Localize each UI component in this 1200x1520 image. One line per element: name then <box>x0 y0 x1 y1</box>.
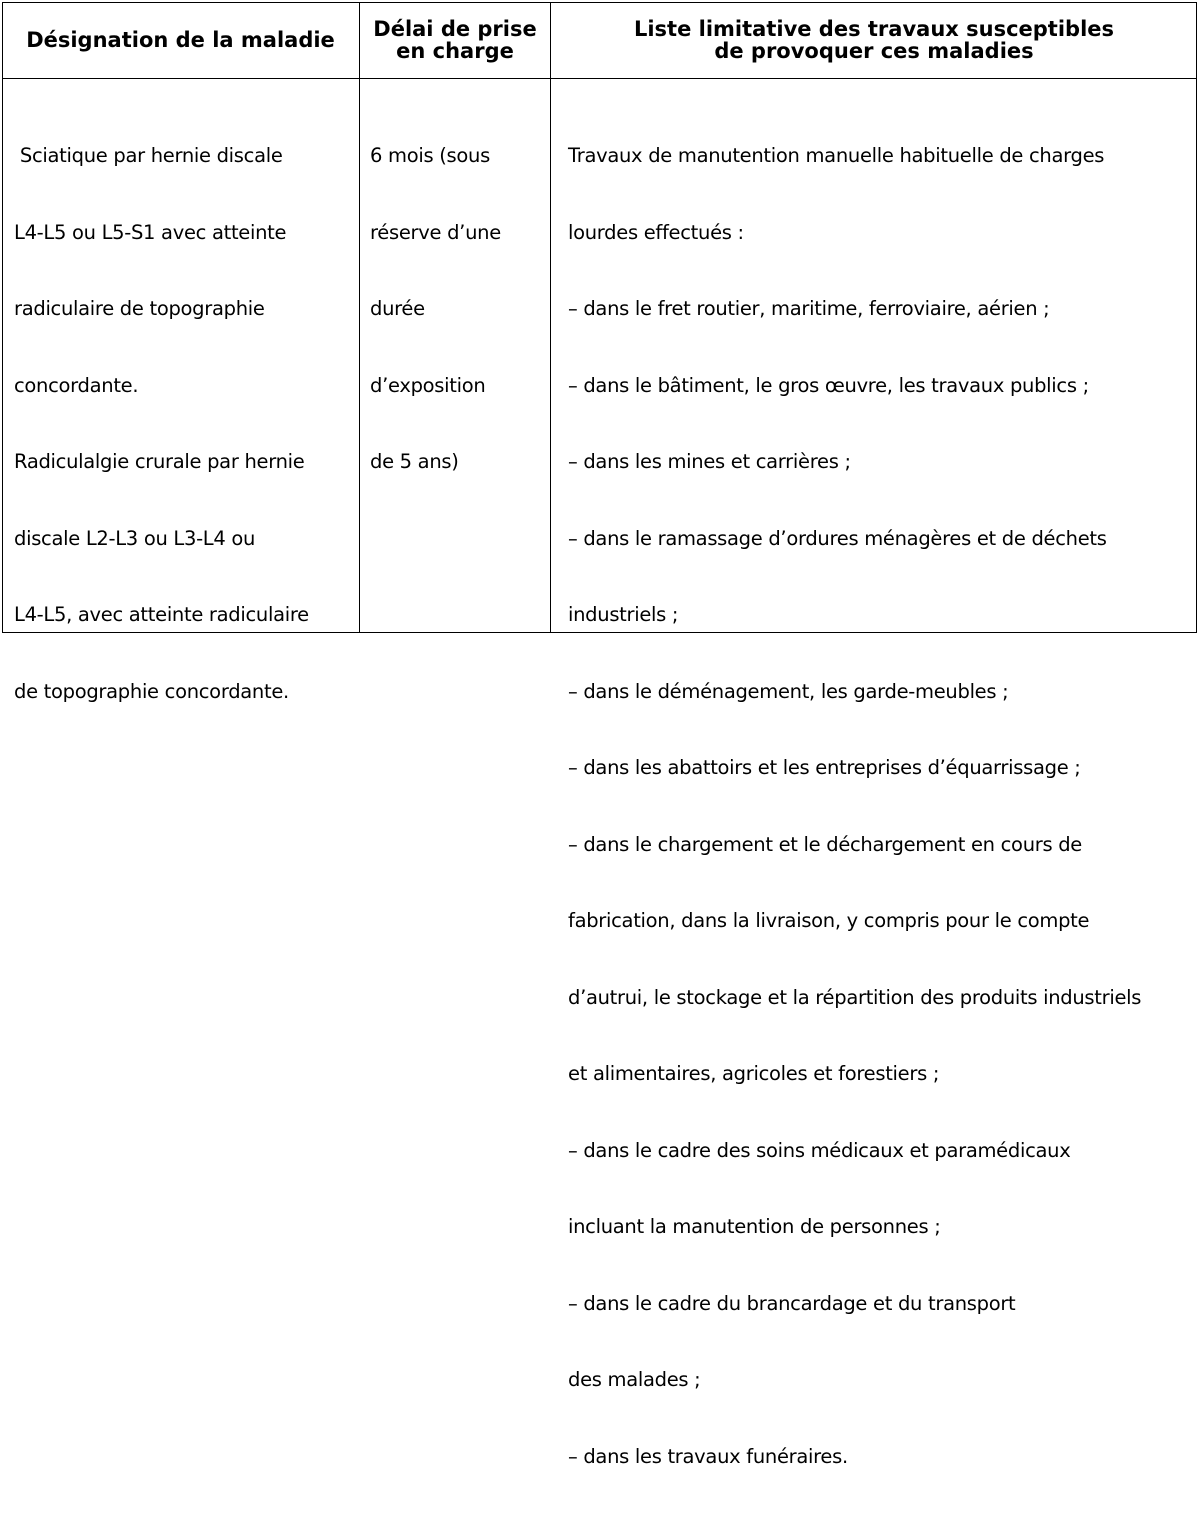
works-line: – dans le ramassage d’ordures ménagères et de déchets <box>568 526 1107 550</box>
works-line: – dans le fret routier, maritime, ferroviaire, aérien ; <box>568 297 1050 320</box>
header-works-line: Liste limitative des travaux susceptibles <box>633 17 1115 41</box>
disease-line: radiculaire de topographie <box>14 297 265 320</box>
delay-line: réserve d’une <box>370 220 501 244</box>
delay-line: 6 mois (sous <box>370 144 490 167</box>
column-divider <box>359 2 360 633</box>
header-delay-line: Délai de prise <box>373 17 537 41</box>
delay-line: d’exposition <box>370 373 486 397</box>
disease-line: discale L2-L3 ou L3-L4 ou <box>14 526 256 550</box>
works-cell <box>568 92 1141 1520</box>
disease-line: Sciatique par hernie discale <box>14 144 283 167</box>
works-line: – dans les travaux funéraires. <box>568 1444 848 1468</box>
delay-line: durée <box>370 297 425 320</box>
works-line: – dans le bâtiment, le gros œuvre, les travaux publics ; <box>568 373 1089 397</box>
disease-cell <box>14 92 309 755</box>
header-delay-line: en charge <box>396 39 514 63</box>
delay-cell <box>370 92 501 526</box>
works-line: incluant la manutention de personnes ; <box>568 1215 941 1238</box>
header-divider <box>2 78 1197 79</box>
works-line: industriels ; <box>568 603 679 626</box>
header-works <box>551 2 1197 78</box>
disease-line: de topographie concordante. <box>14 679 289 703</box>
header-delay <box>360 2 550 78</box>
works-line: des malades ; <box>568 1368 701 1391</box>
disease-line: L4-L5 ou L5-S1 avec atteinte <box>14 220 287 244</box>
works-line: et alimentaires, agricoles et forestiers ; <box>568 1062 940 1085</box>
works-line: fabrication, dans la livraison, y compris pour le compte <box>568 909 1090 932</box>
delay-line: de 5 ans) <box>370 450 459 473</box>
works-line: – dans le chargement et le déchargement en cours de <box>568 832 1082 856</box>
works-line: – dans les abattoirs et les entreprises d’équarrissage ; <box>568 756 1081 779</box>
disease-line: L4-L5, avec atteinte radiculaire <box>14 603 309 626</box>
column-divider <box>550 2 551 633</box>
works-line: lourdes effectués : <box>568 220 744 244</box>
header-disease-line: Désignation de la maladie <box>26 28 335 52</box>
works-line: – dans le déménagement, les garde-meubles ; <box>568 679 1009 703</box>
works-line: d’autrui, le stockage et la répartition des produits industriels <box>568 985 1142 1009</box>
works-line: – dans les mines et carrières ; <box>568 450 851 473</box>
header-works-line: de provoquer ces maladies <box>714 39 1034 63</box>
header-disease <box>2 2 359 78</box>
works-line: – dans le cadre des soins médicaux et paramédicaux <box>568 1138 1071 1162</box>
works-line: – dans le cadre du brancardage et du transport <box>568 1291 1016 1315</box>
disease-line: concordante. <box>14 373 139 397</box>
works-line: Travaux de manutention manuelle habituelle de charges <box>568 144 1105 167</box>
disease-line: Radiculalgie crurale par hernie <box>14 450 305 473</box>
